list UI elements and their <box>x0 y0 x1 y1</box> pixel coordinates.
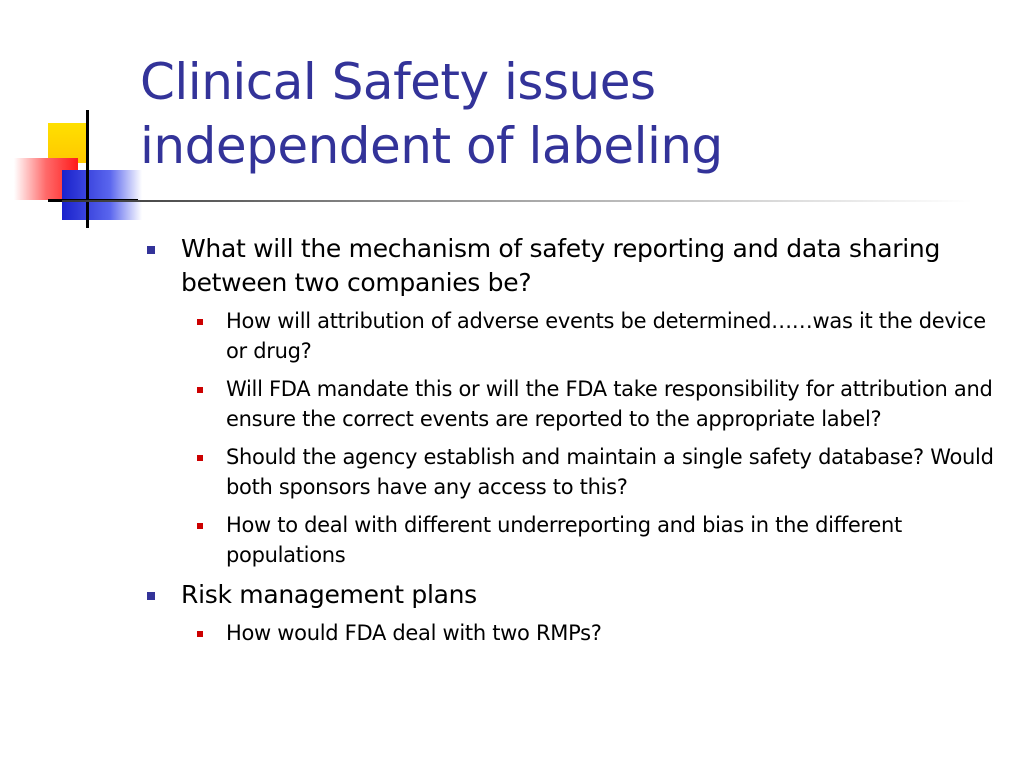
sub-list-item <box>181 374 1004 434</box>
sub-bullet-text: Should the agency establish and maintain a single safety database? Would both sponsors have any access to this? <box>226 445 994 499</box>
bullet-text: Risk management plans <box>181 580 477 609</box>
square-bullet-icon <box>197 455 203 461</box>
sub-bullet-list <box>181 306 1004 570</box>
sub-bullet-list <box>181 618 1004 648</box>
sub-list-item <box>181 306 1004 366</box>
deco-blue-bar <box>62 170 142 220</box>
sub-bullet-text: How will attribution of adverse events be determined……was it the device or drug? <box>226 309 986 363</box>
deco-yellow-square <box>48 123 88 163</box>
sub-bullet-text: Will FDA mandate this or will the FDA take responsibility for attribution and ensure the correct events are reported to the appropriate label? <box>226 377 993 431</box>
sub-list-item <box>181 510 1004 570</box>
slide-title-line-1: Clinical Safety issues <box>140 53 656 111</box>
decorative-logo-graphic <box>0 0 150 240</box>
bullet-list <box>0 232 1024 648</box>
bullet-text: What will the mechanism of safety reporting and data sharing between two companies be? <box>181 234 941 297</box>
slide-title-line-2: independent of labeling <box>140 117 723 175</box>
sub-list-item <box>181 442 1004 502</box>
slide-body <box>0 232 1024 656</box>
square-bullet-icon <box>197 631 203 637</box>
sub-bullet-text: How would FDA deal with two RMPs? <box>226 621 602 645</box>
square-bullet-icon <box>147 246 155 254</box>
square-bullet-icon <box>197 523 203 529</box>
list-item <box>0 232 1024 570</box>
title-underline-rule <box>62 200 972 202</box>
sub-list-item <box>181 618 1004 648</box>
deco-vertical-line <box>86 110 89 228</box>
square-bullet-icon <box>147 592 155 600</box>
sub-bullet-text: How to deal with different underreporting and bias in the different populations <box>226 513 902 567</box>
square-bullet-icon <box>197 387 203 393</box>
square-bullet-icon <box>197 319 203 325</box>
slide-title <box>140 50 1000 178</box>
list-item <box>0 578 1024 648</box>
